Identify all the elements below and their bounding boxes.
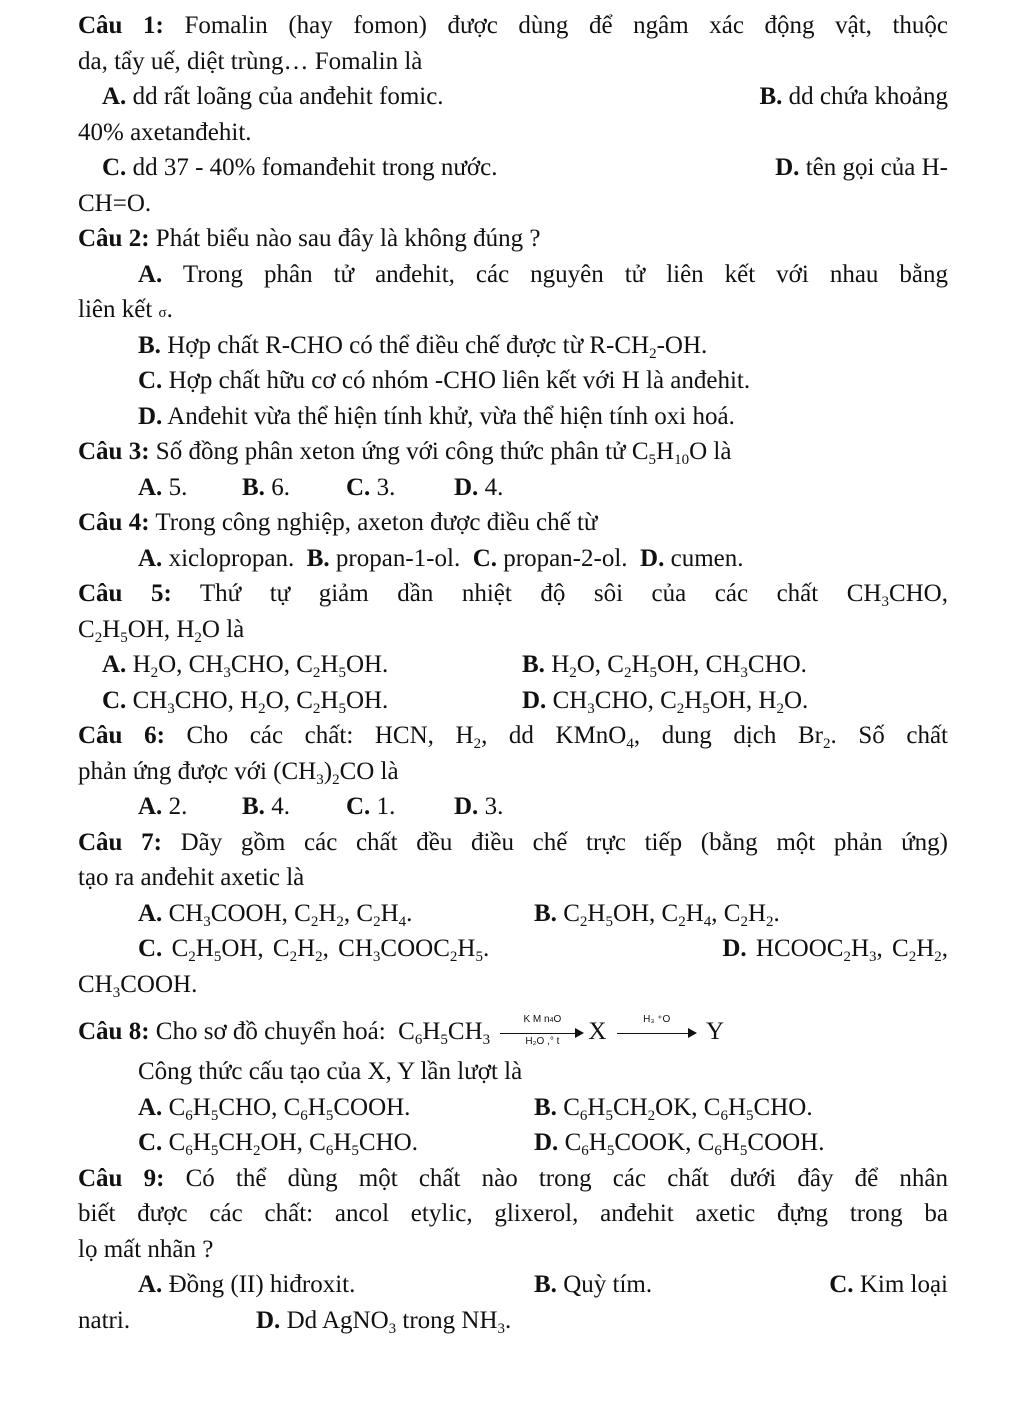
q7-options-cd [78, 931, 948, 967]
q7-options-ab [78, 896, 948, 932]
q1-option-d-cont: CH=O. [78, 189, 152, 217]
q9-option-b: B. Quỳ tím. [534, 1271, 653, 1298]
q6-option-b: B. 4. [242, 793, 290, 820]
q7-option-d-cont: $CH_3COOH$. [78, 970, 198, 1001]
q1-label: Câu 1: [78, 12, 164, 39]
document-page [78, 8, 948, 1338]
q2-option-b: B. Hợp chất R-CHO có thể điều chế được từ $R-CH_2-OH$. [138, 331, 708, 362]
q1-option-b: B. dd chứa khoảng [759, 83, 948, 110]
q1-options-cd [78, 150, 948, 186]
q3-option-a: A. 5. [138, 473, 188, 501]
q4-option-a: A. xiclopropan. [138, 544, 295, 572]
q5-stem-line1: Câu 5: Thứ tự giảm dần nhiệt độ sôi của các chất $CH_3CHO$, [78, 580, 948, 610]
q1-stem-text2: da, tẩy uế, diệt trùng… Fomalin là [78, 47, 423, 75]
arrow1-condition: H₂O ,° t [525, 1036, 560, 1048]
q8-option-c: C. $C_6H_5CH_2OH$, $C_6H_5CHO$. [138, 1129, 418, 1159]
q8-option-b: B. $C_6H_5CH_2OK$, $C_6H_5CHO$. [534, 1093, 813, 1124]
q8-option-d: D. $C_6H_5COOK$, $C_6H_5COOH$. [534, 1129, 825, 1159]
q3-option-d: D. 4. [454, 473, 504, 501]
q1-stem-text1: Fomalin (hay fomon) được dùng để ngâm xác động vật, thuộc [184, 12, 949, 39]
q6-option-a: A. 2. [138, 793, 188, 820]
q9-options-cont [78, 1303, 948, 1339]
q8-stem-line2: Công thức cấu tạo của X, Y lần lượt là [138, 1058, 523, 1085]
product-x: X [588, 1018, 607, 1045]
q6-option-c: C. 1. [346, 793, 396, 820]
q7-stem-line1: Câu 7: Dãy gồm các chất đều điều chế trực tiếp (bằng một phản ứng) [78, 828, 948, 856]
q6-options [78, 789, 948, 825]
q5-options-ab [78, 647, 948, 683]
q5-option-c: C. $CH_3CHO$, $H_2O$, $C_2H_5OH$. [102, 686, 389, 717]
q5-stem-line2: $C_2H_5OH$, $H_2O$ là [78, 615, 245, 646]
q5-option-b: B. $H_2O$, $C_2H_5OH$, $CH_3CHO$. [522, 651, 807, 681]
q9-option-a: A. Đồng (II) hiđroxit. [138, 1271, 356, 1298]
q6-option-d: D. 3. [454, 793, 504, 820]
q6-stem-line2: phản ứng được với $(CH_3)_2CO$ là [78, 757, 399, 788]
q2-stem: Câu 2: Phát biểu nào sau đây là không đúng ? [78, 225, 541, 252]
q2-option-a: A. Trong phân tử anđehit, các nguyên tử liên kết với nhau bằng [138, 260, 948, 288]
q3-stem: Câu 3: Số đồng phân xeton ứng với công thức phân tử $C_5H_{10}O$ là [78, 438, 732, 468]
reaction-arrow-2 [617, 1014, 697, 1043]
q4-option-c: C. propan-2-ol. [472, 544, 628, 572]
product-y: Y [706, 1018, 725, 1045]
q1-option-d: D. tên gọi của H- [775, 154, 948, 181]
q9-option-c: C. Kim loại [829, 1271, 948, 1298]
q4-stem: Câu 4: Trong công nghiệp, axeton được điều chế từ [78, 509, 598, 536]
q7-option-b: B. $C_2H_5OH$, $C_2H_4$, $C_2H_2$. [534, 899, 780, 930]
q8-stem: Câu 8: Cho sơ đồ chuyển hoá: $C_6H_5CH_3$ $\frac{\text{K M n4O}}{\text{H₂O ,° t}}$ X H₃ ⁺O Y [78, 1014, 725, 1048]
q7-option-c: C. $C_2H_5OH$, $C_2H_2$, $CH_3COOC_2H_5$. [138, 935, 490, 965]
q9-stem-line2: biết được các chất: ancol etylic, glixerol, anđehit axetic đựng trong ba [78, 1200, 948, 1227]
q3-option-c: C. 3. [346, 473, 396, 501]
arrow1-reagent: K M n4O [523, 1014, 562, 1026]
q1-stem-line2 [78, 44, 948, 80]
q8-options-cd [78, 1125, 948, 1161]
q1-option-b-cont: 40% axetanđehit. [78, 118, 252, 146]
q2-option-a-cont: liên kết σ. [78, 296, 173, 323]
q9-option-d: D. Dd AgNO$_3$ trong $NH_3$. [256, 1306, 512, 1337]
q1-options-ab [78, 79, 948, 115]
q5-option-d: D. $CH_3CHO$, $C_2H_5OH$, $H_2O$. [522, 686, 809, 717]
q4-option-b: B. propan-1-ol. [306, 544, 461, 572]
q1-option-c: C. dd 37 - 40% fomanđehit trong nước. [102, 154, 498, 181]
q7-stem-line2: tạo ra anđehit axetic là [78, 864, 305, 891]
q5-options-cd [78, 683, 948, 719]
q2-option-c: C. Hợp chất hữu cơ có nhóm -CHO liên kết với H là anđehit. [138, 367, 751, 394]
q7-option-a: A. $CH_3COOH$, $C_2H_2$, $C_2H_4$. [138, 899, 413, 930]
reaction-arrow-1 [500, 1014, 584, 1048]
q8-options-ab [78, 1090, 948, 1126]
q1-option-a: A. dd rất loãng của anđehit fomic. [102, 83, 444, 110]
q2-option-d: D. Anđehit vừa thể hiện tính khử, vừa thể hiện tính oxi hoá. [138, 402, 735, 430]
q8-option-a: A. $C_6H_5CHO$, $C_6H_5COOH$. [138, 1093, 411, 1124]
q3-option-b: B. 6. [242, 473, 290, 501]
q4-options [78, 541, 948, 577]
q5-option-a: A. $H_2O$, $CH_3CHO$, $C_2H_5OH$. [102, 651, 389, 681]
q4-option-d: D. cumen. [640, 544, 744, 572]
arrow2-reagent: H₃ ⁺O [643, 1014, 671, 1026]
q9-stem-line3: lọ mất nhãn ? [78, 1235, 214, 1263]
q7-option-d: D. $HCOOC_2H_3$, $C_2H_2$, [722, 935, 948, 965]
sigma-symbol: σ [158, 305, 167, 321]
q6-stem-line1: Câu 6: Cho các chất: HCN, $H_2$, dd KMnO$_4$, dung dịch $Br_2$. Số chất [78, 722, 948, 752]
q9-option-c-cont: natri. [78, 1306, 131, 1334]
q1-stem-line1 [78, 8, 948, 44]
q9-options-abc [78, 1267, 948, 1303]
q9-stem-line1: Câu 9: Có thể dùng một chất nào trong các chất dưới đây để nhân [78, 1164, 948, 1192]
q3-options [78, 470, 948, 506]
